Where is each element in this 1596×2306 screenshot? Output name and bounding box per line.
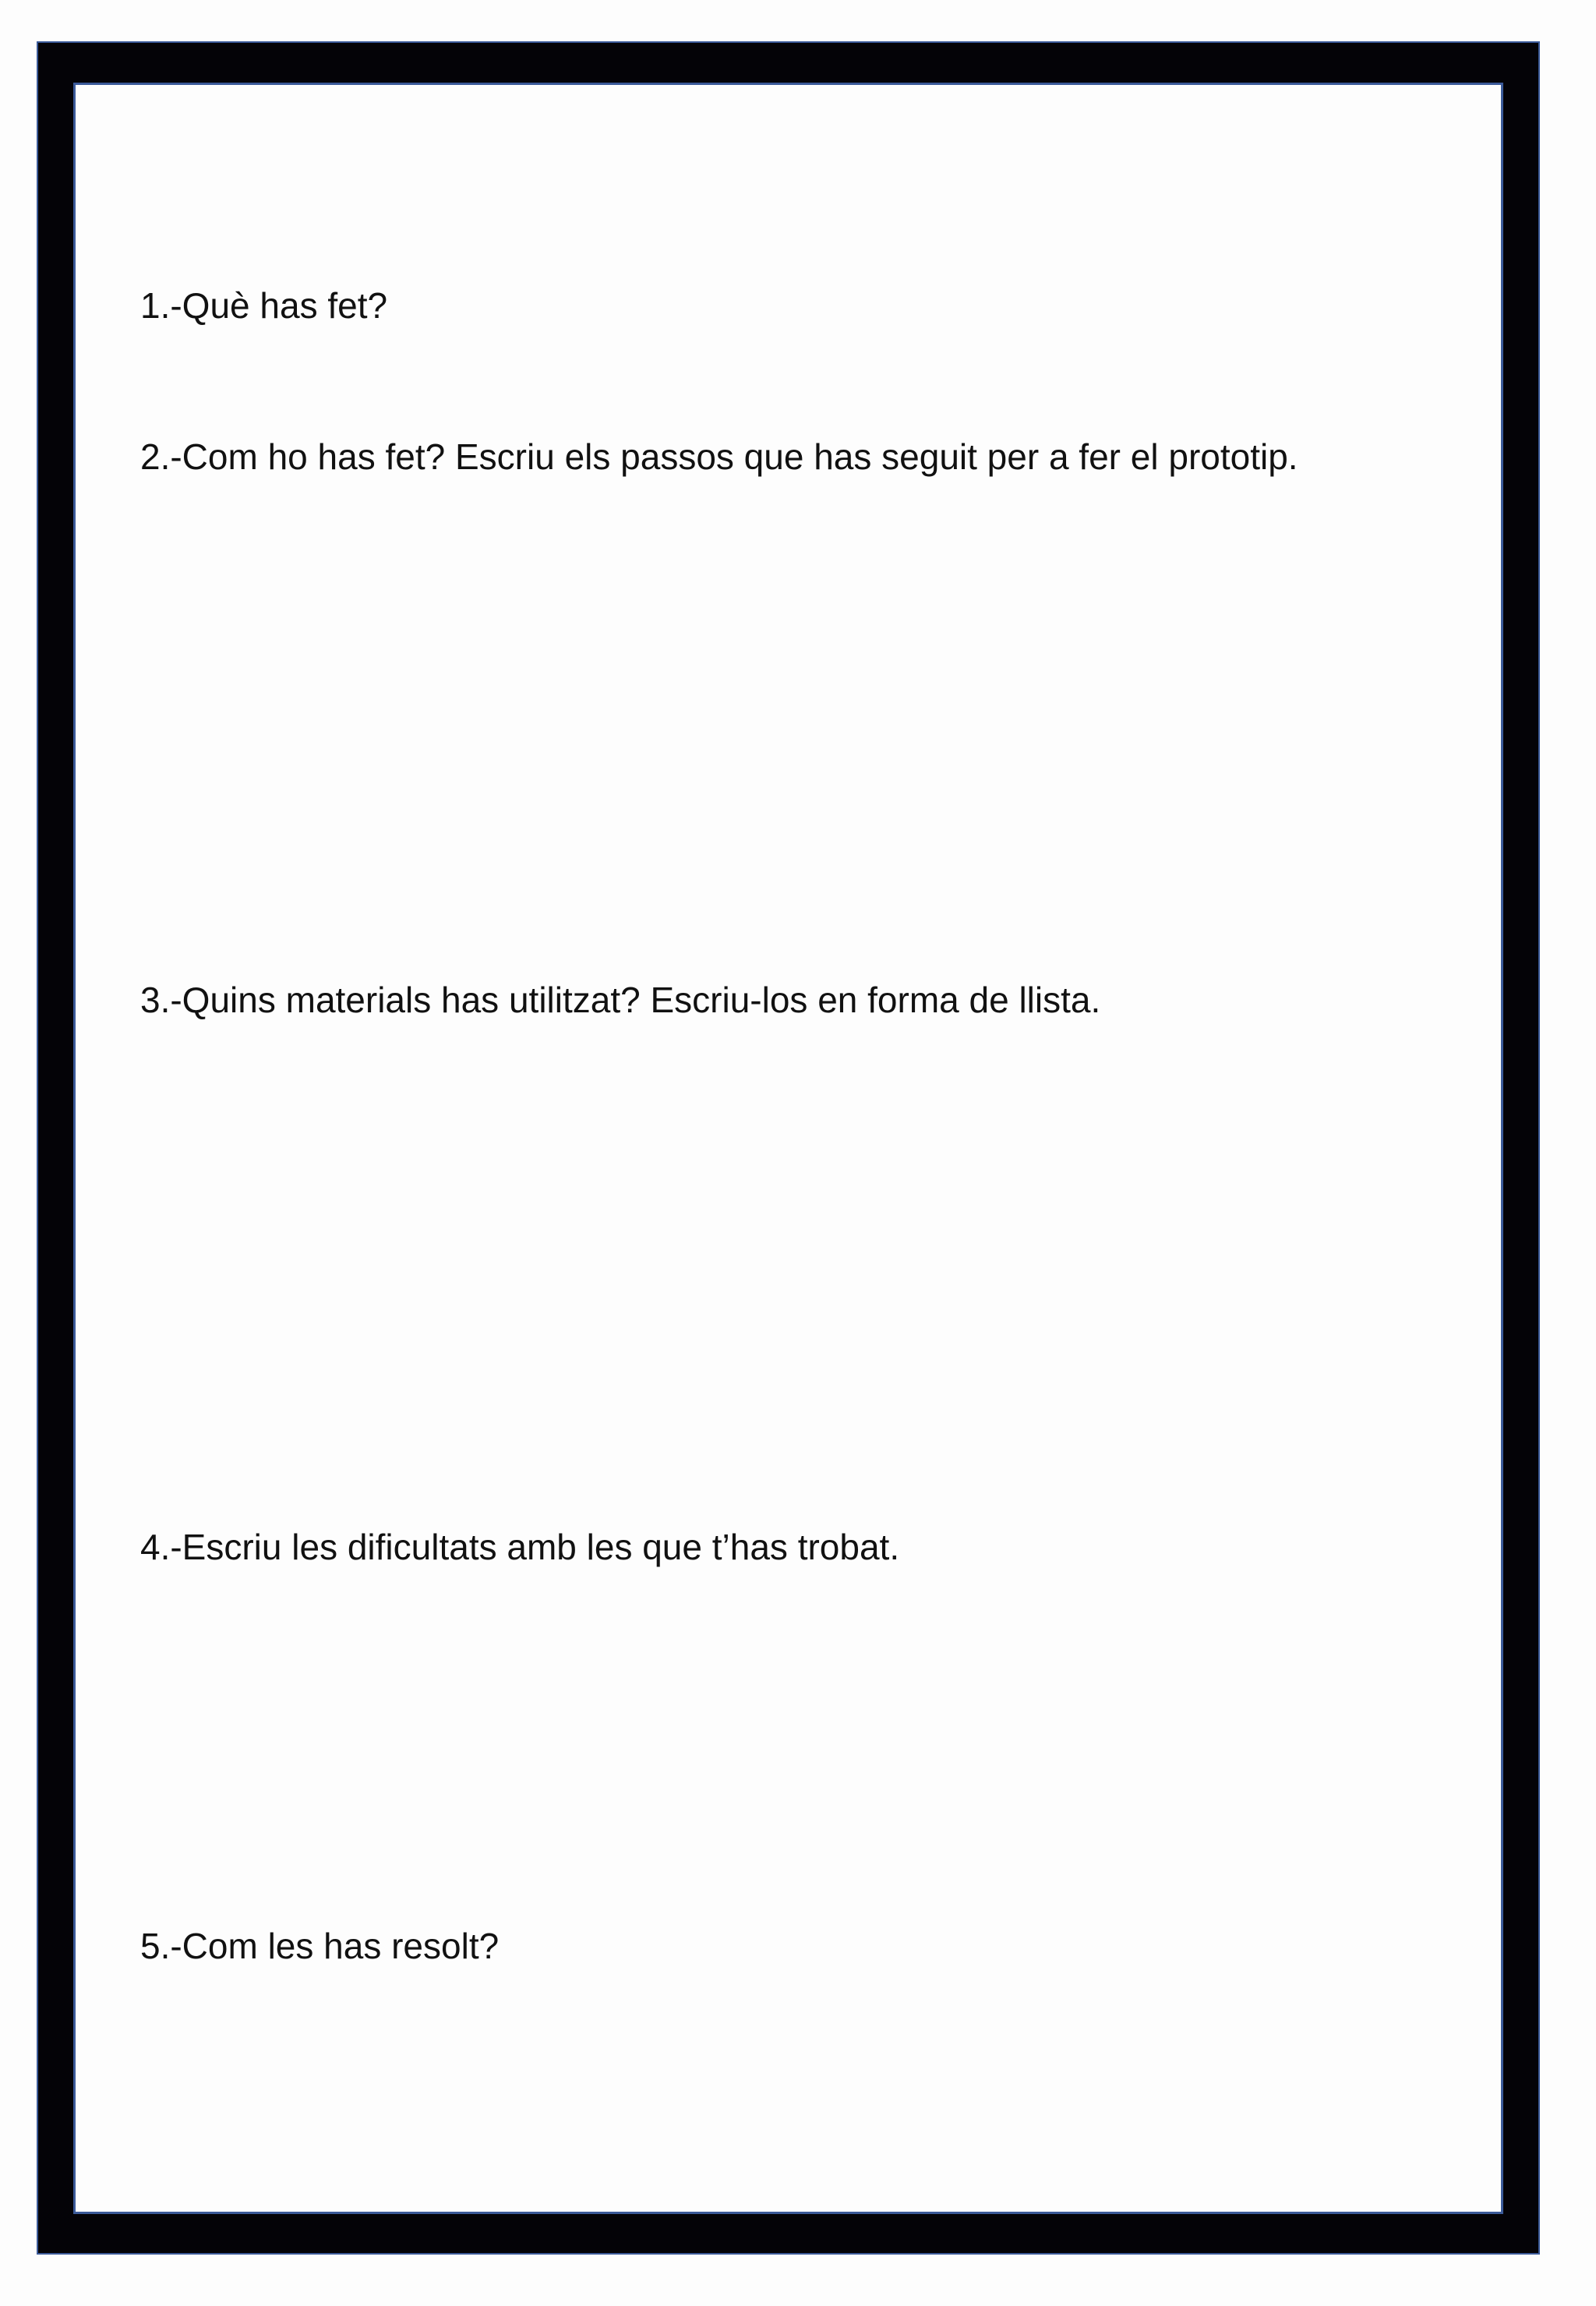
question-2: 2.-Com ho has fet? Escriu els passos que has seguit per a fer el prototip. [140,436,1298,477]
page-content-area [73,83,1503,2214]
question-5: 5.-Com les has resolt? [140,1926,500,1966]
question-3: 3.-Quins materials has utilitzat? Escriu-los en forma de llista. [140,980,1101,1020]
question-1: 1.-Què has fet? [140,285,388,326]
question-4: 4.-Escriu les dificultats amb les que t’has trobat. [140,1527,900,1567]
